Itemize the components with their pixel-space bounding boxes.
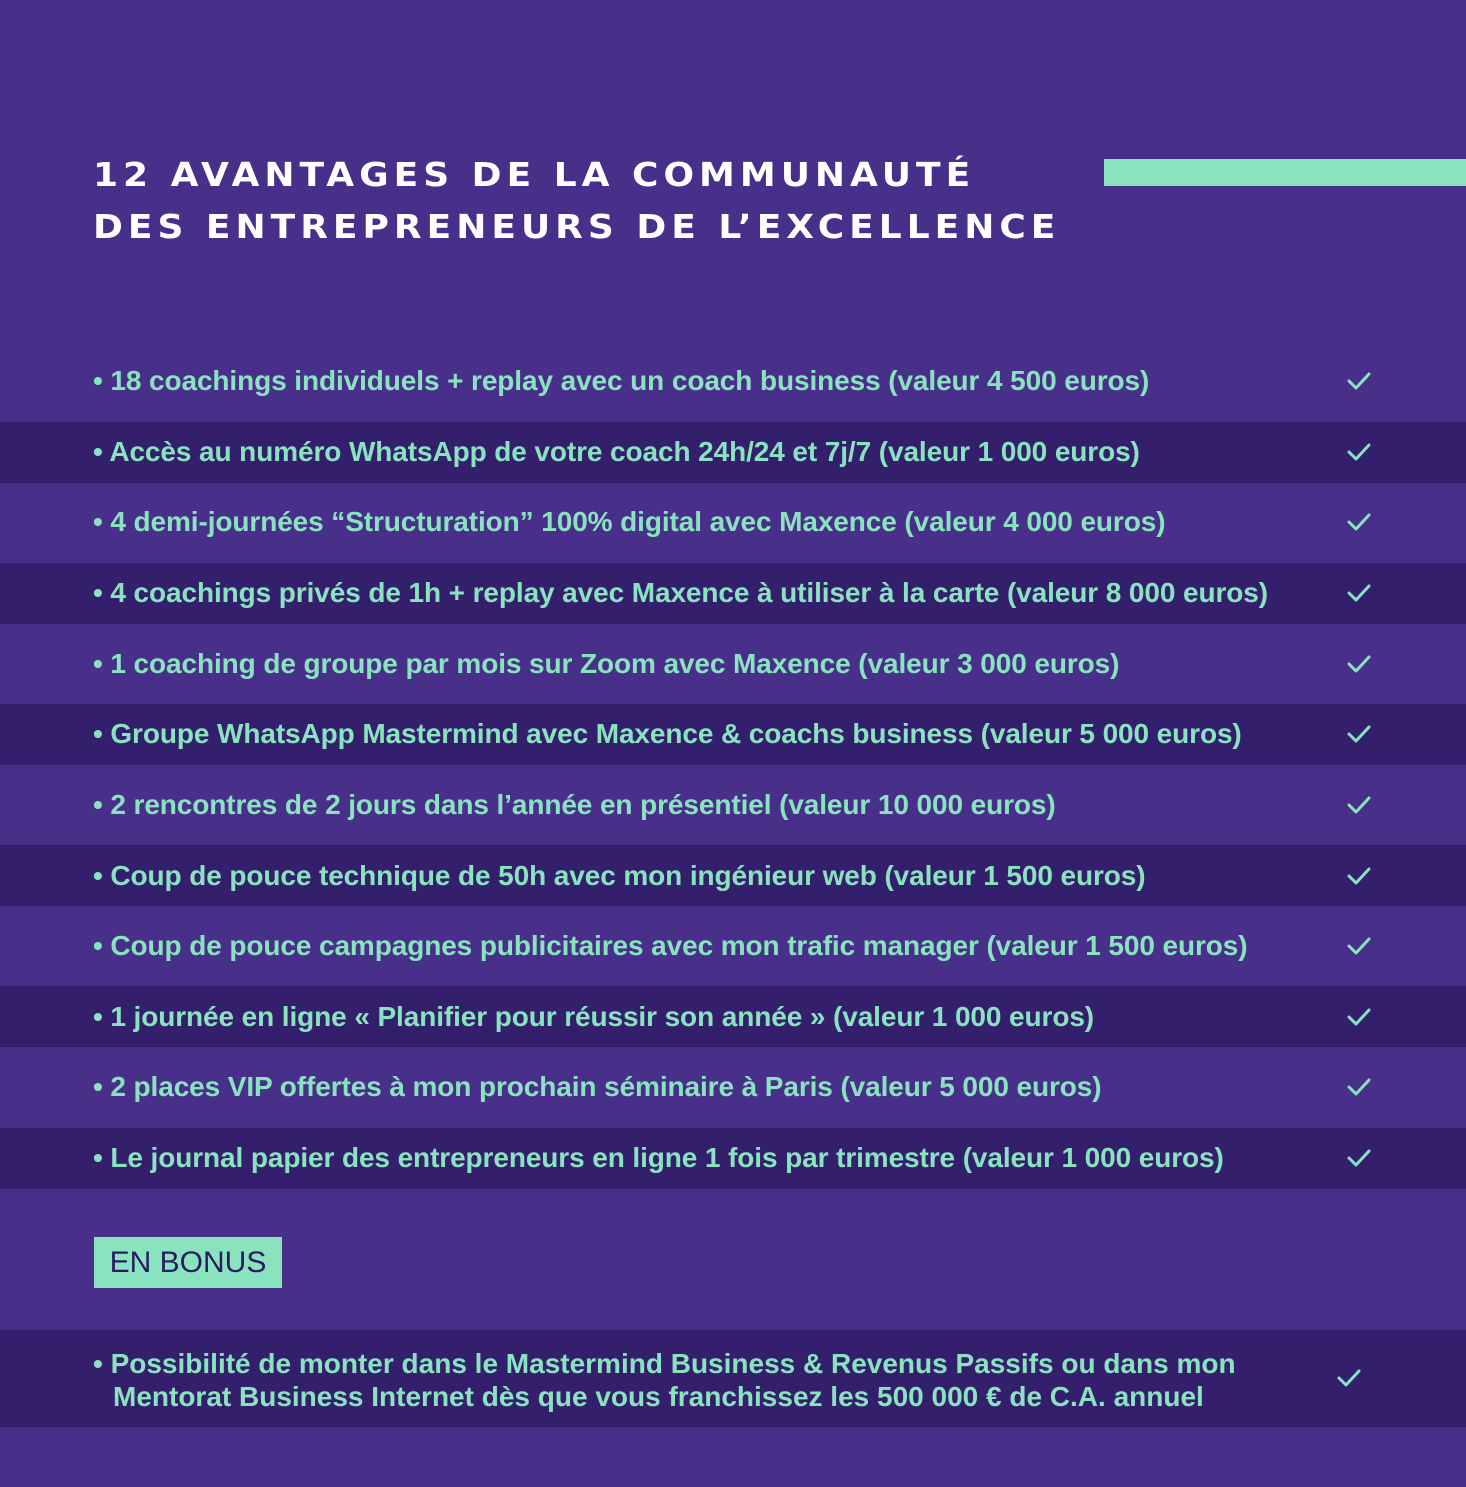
advantage-text: • 18 coachings individuels + replay avec un coach business (valeur 4 500 euros): [93, 365, 1150, 397]
advantage-row: [0, 911, 1466, 982]
advantage-text: • 4 demi-journées “Structuration” 100% digital avec Maxence (valeur 4 000 euros): [93, 506, 1166, 538]
advantage-row: [0, 487, 1466, 558]
title-line-2: DES ENTREPRENEURS DE L’EXCELLENCE: [93, 208, 1061, 247]
checkmark-icon: [1347, 583, 1371, 603]
bonus-text: [93, 1347, 1236, 1413]
checkmark-icon: [1347, 936, 1371, 956]
accent-bar: [1104, 159, 1466, 186]
advantage-row: [0, 422, 1466, 483]
advantage-row: [0, 346, 1466, 417]
advantage-row: [0, 845, 1466, 906]
advantage-text: • Le journal papier des entrepreneurs en ligne 1 fois par trimestre (valeur 1 000 euros): [93, 1142, 1224, 1174]
advantage-text: • 1 coaching de groupe par mois sur Zoom avec Maxence (valeur 3 000 euros): [93, 647, 1120, 679]
advantage-row: [0, 986, 1466, 1047]
advantage-text: • Groupe WhatsApp Mastermind avec Maxence & coachs business (valeur 5 000 euros): [93, 718, 1242, 750]
advantage-row: [0, 1052, 1466, 1123]
advantages-list: [0, 346, 1466, 1193]
advantage-text: • 2 places VIP offertes à mon prochain séminaire à Paris (valeur 5 000 euros): [93, 1071, 1102, 1103]
checkmark-icon: [1347, 1007, 1371, 1027]
checkmark-icon: [1347, 1077, 1371, 1097]
advantage-row: [0, 628, 1466, 699]
advantage-text: • Accès au numéro WhatsApp de votre coach 24h/24 et 7j/7 (valeur 1 000 euros): [93, 436, 1140, 468]
bonus-row: [0, 1330, 1466, 1427]
bonus-text-line-1: • Possibilité de monter dans le Mastermind Business & Revenus Passifs ou dans mon: [93, 1348, 1236, 1379]
checkmark-icon: [1347, 724, 1371, 744]
advantage-text: • 4 coachings privés de 1h + replay avec Maxence à utiliser à la carte (valeur 8 000 euros): [93, 577, 1268, 609]
advantage-text: • 1 journée en ligne « Planifier pour réussir son année » (valeur 1 000 euros): [93, 1000, 1095, 1032]
advantage-text: • Coup de pouce campagnes publicitaires avec mon trafic manager (valeur 1 500 euros): [93, 930, 1248, 962]
checkmark-icon: [1347, 866, 1371, 886]
title-line-1: 12 AVANTAGES DE LA COMMUNAUTÉ: [93, 156, 976, 195]
checkmark-icon: [1347, 1148, 1371, 1168]
checkmark-icon: [1347, 371, 1371, 391]
page-title: [93, 150, 1060, 254]
advantage-text: • Coup de pouce technique de 50h avec mon ingénieur web (valeur 1 500 euros): [93, 859, 1146, 891]
checkmark-icon: [1347, 442, 1371, 462]
checkmark-icon: [1337, 1368, 1361, 1388]
advantage-row: [0, 1128, 1466, 1189]
checkmark-icon: [1347, 512, 1371, 532]
advantage-row: [0, 770, 1466, 841]
advantage-row: [0, 704, 1466, 765]
checkmark-icon: [1347, 654, 1371, 674]
bonus-badge: EN BONUS: [94, 1237, 282, 1288]
advantage-row: [0, 563, 1466, 624]
bonus-text-line-2: Mentorat Business Internet dès que vous franchissez les 500 000 € de C.A. annuel: [113, 1381, 1204, 1412]
checkmark-icon: [1347, 795, 1371, 815]
advantage-text: • 2 rencontres de 2 jours dans l’année en présentiel (valeur 10 000 euros): [93, 788, 1056, 820]
